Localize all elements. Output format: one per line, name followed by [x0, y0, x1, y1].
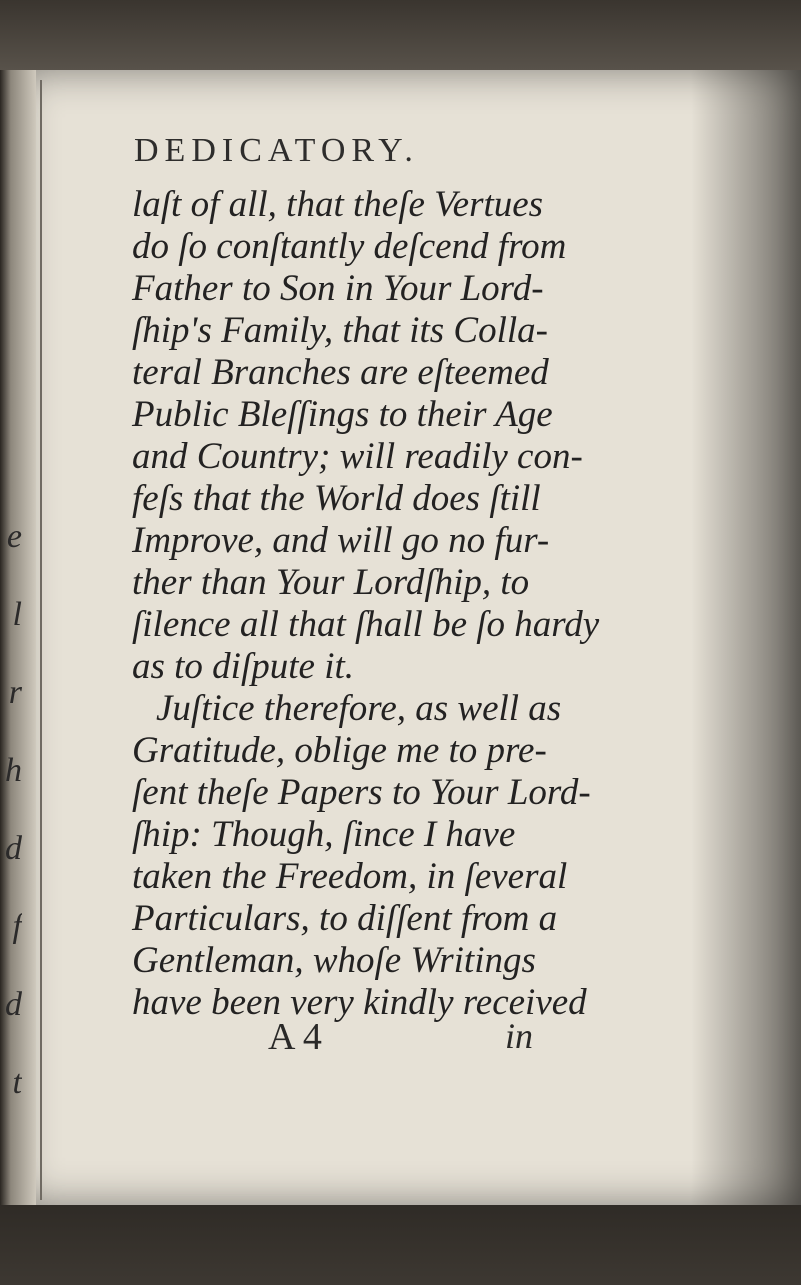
top-shadow	[0, 0, 801, 75]
text-line: Public Bleſſings to their Age	[132, 394, 553, 435]
text-line: Father to Son in Your Lord-	[132, 268, 544, 309]
text-line: Particulars, to diſſent from a	[132, 898, 558, 939]
text-line: Gratitude, oblige me to pre-	[132, 730, 547, 771]
left-fragment: r	[8, 676, 22, 710]
left-page-fragments	[0, 520, 24, 1100]
text-line: do ſo conſtantly deſcend from	[132, 226, 567, 267]
running-header: DEDICATORY.	[134, 132, 419, 169]
left-fragment: f	[12, 910, 22, 944]
signature-mark: A 4	[268, 1016, 322, 1058]
text-line: and Country; will readily con-	[132, 436, 583, 477]
text-line: Gentleman, whoſe Writings	[132, 940, 536, 981]
text-line: ſhip: Though, ſince I have	[132, 814, 516, 855]
text-line: ſilence all that ſhall be ſo hardy	[132, 604, 600, 645]
text-line: laſt of all, that theſe Vertues	[132, 184, 544, 225]
left-fragment: l	[12, 598, 22, 632]
text-line: Improve, and will go no fur-	[132, 520, 550, 561]
right-edge-shadow	[691, 70, 801, 1205]
left-fragment: t	[12, 1066, 22, 1100]
text-line: have been very kindly received	[132, 982, 587, 1023]
text-line: ſent theſe Papers to Your Lord-	[132, 772, 591, 813]
text-line: as to diſpute it.	[132, 646, 354, 687]
left-fragment: d	[5, 832, 22, 866]
left-fragment: e	[6, 520, 22, 554]
text-line: ſhip's Family, that its Colla-	[132, 310, 548, 351]
text-line: teral Branches are eſteemed	[132, 352, 549, 393]
text-line: feſs that the World does ſtill	[132, 478, 541, 519]
gutter-rule	[40, 80, 42, 1200]
text-line: ther than Your Lordſhip, to	[132, 562, 530, 603]
left-fragment: d	[5, 988, 22, 1022]
bottom-shadow	[0, 1205, 801, 1285]
left-fragment: h	[5, 754, 22, 788]
text-line: Juſtice therefore, as well as	[156, 688, 562, 729]
text-line: taken the Freedom, in ſeveral	[132, 856, 568, 897]
catchword: in	[505, 1016, 534, 1056]
